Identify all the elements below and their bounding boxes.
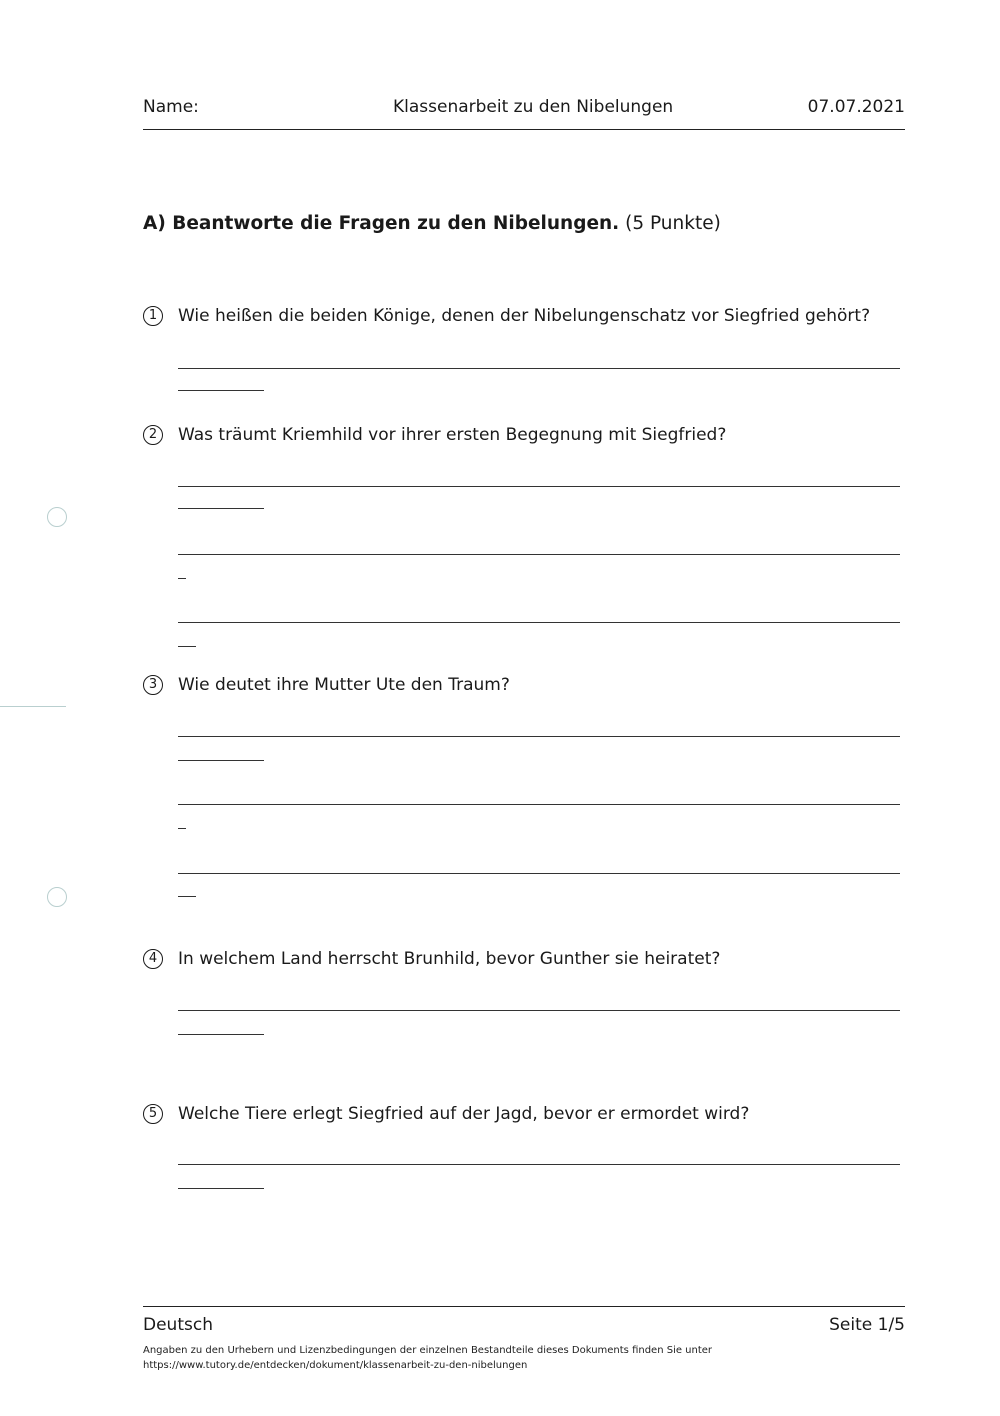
answer-line[interactable] [178,1010,900,1011]
question-text: Wie deutet ihre Mutter Ute den Traum? [178,675,510,695]
answer-line[interactable] [178,804,900,805]
question-text: Welche Tiere erlegt Siegfried auf der Jagd, bevor er ermordet wird? [178,1104,750,1124]
answer-line[interactable] [178,486,900,487]
question-text: Was träumt Kriemhild vor ihrer ersten Begegnung mit Siegfried? [178,425,727,445]
punch-hole-bottom [47,887,67,907]
name-label: Name: [143,97,199,117]
question-number: 5 [143,1104,163,1124]
answer-line[interactable] [178,736,900,737]
answer-line-tail [178,1034,264,1035]
answer-line-tail [178,646,196,647]
answer-line[interactable] [178,1164,900,1165]
question-text: Wie heißen die beiden Könige, denen der Nibelungenschatz vor Siegfried gehört? [178,306,871,326]
question-number: 4 [143,949,163,969]
answer-line[interactable] [178,554,900,555]
footer-divider [143,1306,905,1307]
worksheet-date: 07.07.2021 [807,97,905,117]
answer-line[interactable] [178,873,900,874]
punch-hole-top [47,507,67,527]
answer-line-tail [178,828,186,829]
section-points: (5 Punkte) [625,213,721,234]
question-number: 1 [143,306,163,326]
answer-line-tail [178,508,264,509]
license-url[interactable]: https://www.tutory.de/entdecken/dokument/klassenarbeit-zu-den-nibelungen [143,1360,528,1371]
answer-line[interactable] [178,622,900,623]
answer-line-tail [178,896,196,897]
question-number: 2 [143,425,163,445]
footer-subject: Deutsch [143,1315,213,1335]
worksheet-title: Klassenarbeit zu den Nibelungen [393,97,674,117]
answer-line-tail [178,578,186,579]
license-note: Angaben zu den Urhebern und Lizenzbedingungen der einzelnen Bestandteile dieses Dokuments finden Sie unter [143,1345,713,1356]
answer-line-tail [178,390,264,391]
section-heading [143,212,721,236]
footer-page-number: Seite 1/5 [829,1315,905,1335]
header-divider [143,129,905,130]
question-number: 3 [143,675,163,695]
question-text: In welchem Land herrscht Brunhild, bevor Gunther sie heiratet? [178,949,721,969]
fold-mark [0,706,66,707]
answer-line-tail [178,760,264,761]
answer-line[interactable] [178,368,900,369]
section-title: A) Beantworte die Fragen zu den Nibelungen. [143,213,620,234]
answer-line-tail [178,1188,264,1189]
